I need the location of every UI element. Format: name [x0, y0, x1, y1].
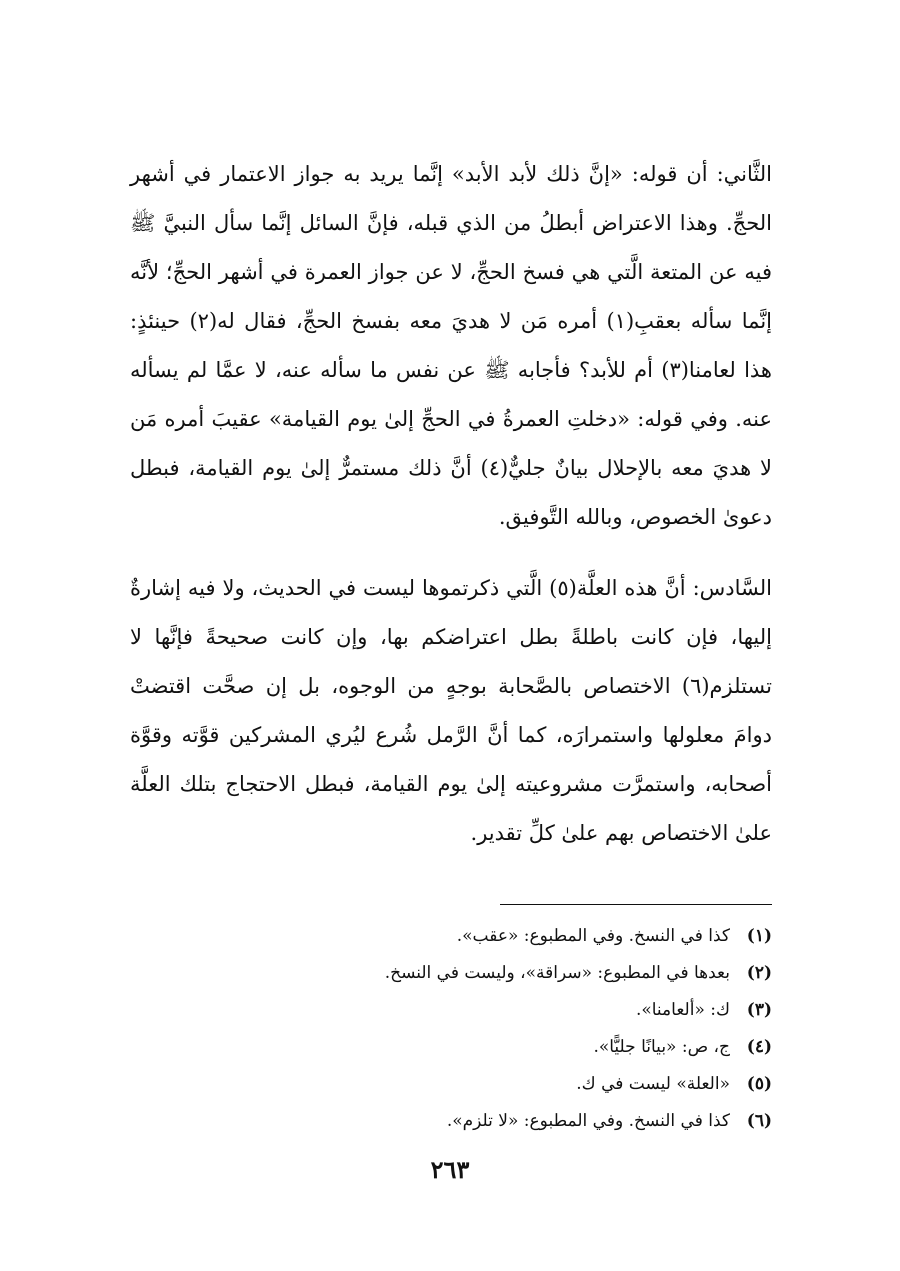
footnote-number: (٥) — [746, 1074, 772, 1094]
footnote-text: ك: «ألعامنا». — [635, 1000, 730, 1020]
footnote-text: ج، ص: «بيانًا جليًّا». — [593, 1037, 730, 1057]
footnote-text: «العلة» ليست في ك. — [576, 1074, 730, 1094]
footnote-item — [130, 918, 772, 955]
footnotes — [130, 918, 772, 1140]
footnote-number: (٢) — [746, 963, 772, 983]
footnote-number: (١) — [746, 926, 772, 946]
footnote-item — [130, 1029, 772, 1066]
footnote-number: (٤) — [746, 1037, 772, 1057]
footnote-item — [130, 955, 772, 992]
footnote-text: بعدها في المطبوع: «سراقة»، وليست في النسخ. — [384, 963, 730, 983]
main-text — [130, 150, 772, 858]
footnote-text: كذا في النسخ. وفي المطبوع: «عقب». — [456, 926, 730, 946]
footnote-item — [130, 1066, 772, 1103]
paragraph-sixth-point: السَّادس: أنَّ هذه العلَّة(٥) الَّتي ذكرتموها ليست في الحديث، ولا فيه إشارةٌ إليها، فإن كانت باطلةً بطل اعتراضكم بها، وإن كانت صحيحةً فإنَّها لا تستلزم(٦) الاختصاص بالصَّحابة بوجهٍ من الوجوه، بل إن صحَّت اقتضتْ دوامَ معلولها واستمرارَه، كما أنَّ الرَّمل شُرع ليُري المشركين قوَّته وقوَّة أصحابه، واستمرَّت مشروعيته إلىٰ يوم القيامة، فبطل الاحتجاج بتلك العلَّة علىٰ الاختصاص بهم علىٰ كلِّ تقدير. — [130, 576, 772, 845]
page-number: ٢٦٣ — [430, 1155, 470, 1184]
footnote-item — [130, 992, 772, 1029]
paragraph-second-point: الثَّاني: أن قوله: «إنَّ ذلك لأبد الأبد» إنَّما يريد به جواز الاعتمار في أشهر الحجِّ. وهذا الاعتراض أبطلُ من الذي قبله، فإنَّ السائل إنَّما سأل النبيَّ ﷺ فيه عن المتعة الَّتي هي فسخ الحجِّ، لا عن جواز العمرة في أشهر الحجِّ؛ لأنَّه إنَّما سأله بعقبِ(١) أمره مَن لا هديَ معه بفسخ الحجِّ، فقال له(٢) حينئذٍ: هذا لعامنا(٣) أم للأبد؟ فأجابه ﷺ عن نفس ما سأله عنه، لا عمَّا لم يسأله عنه. وفي قوله: «دخلتِ العمرةُ في الحجِّ إلىٰ يوم القيامة» عقيبَ أمره مَن لا هديَ معه بالإحلال بيانٌ جليٌّ(٤) أنَّ ذلك مستمرٌّ إلىٰ يوم القيامة، فبطل دعوىٰ الخصوص، وبالله التَّوفيق. — [130, 162, 772, 529]
footnote-text: كذا في النسخ. وفي المطبوع: «لا تلزم». — [446, 1111, 730, 1131]
footnote-separator — [500, 904, 772, 905]
footnote-item — [130, 1103, 772, 1140]
footnote-number: (٣) — [746, 1000, 772, 1020]
footnote-number: (٦) — [746, 1111, 772, 1131]
